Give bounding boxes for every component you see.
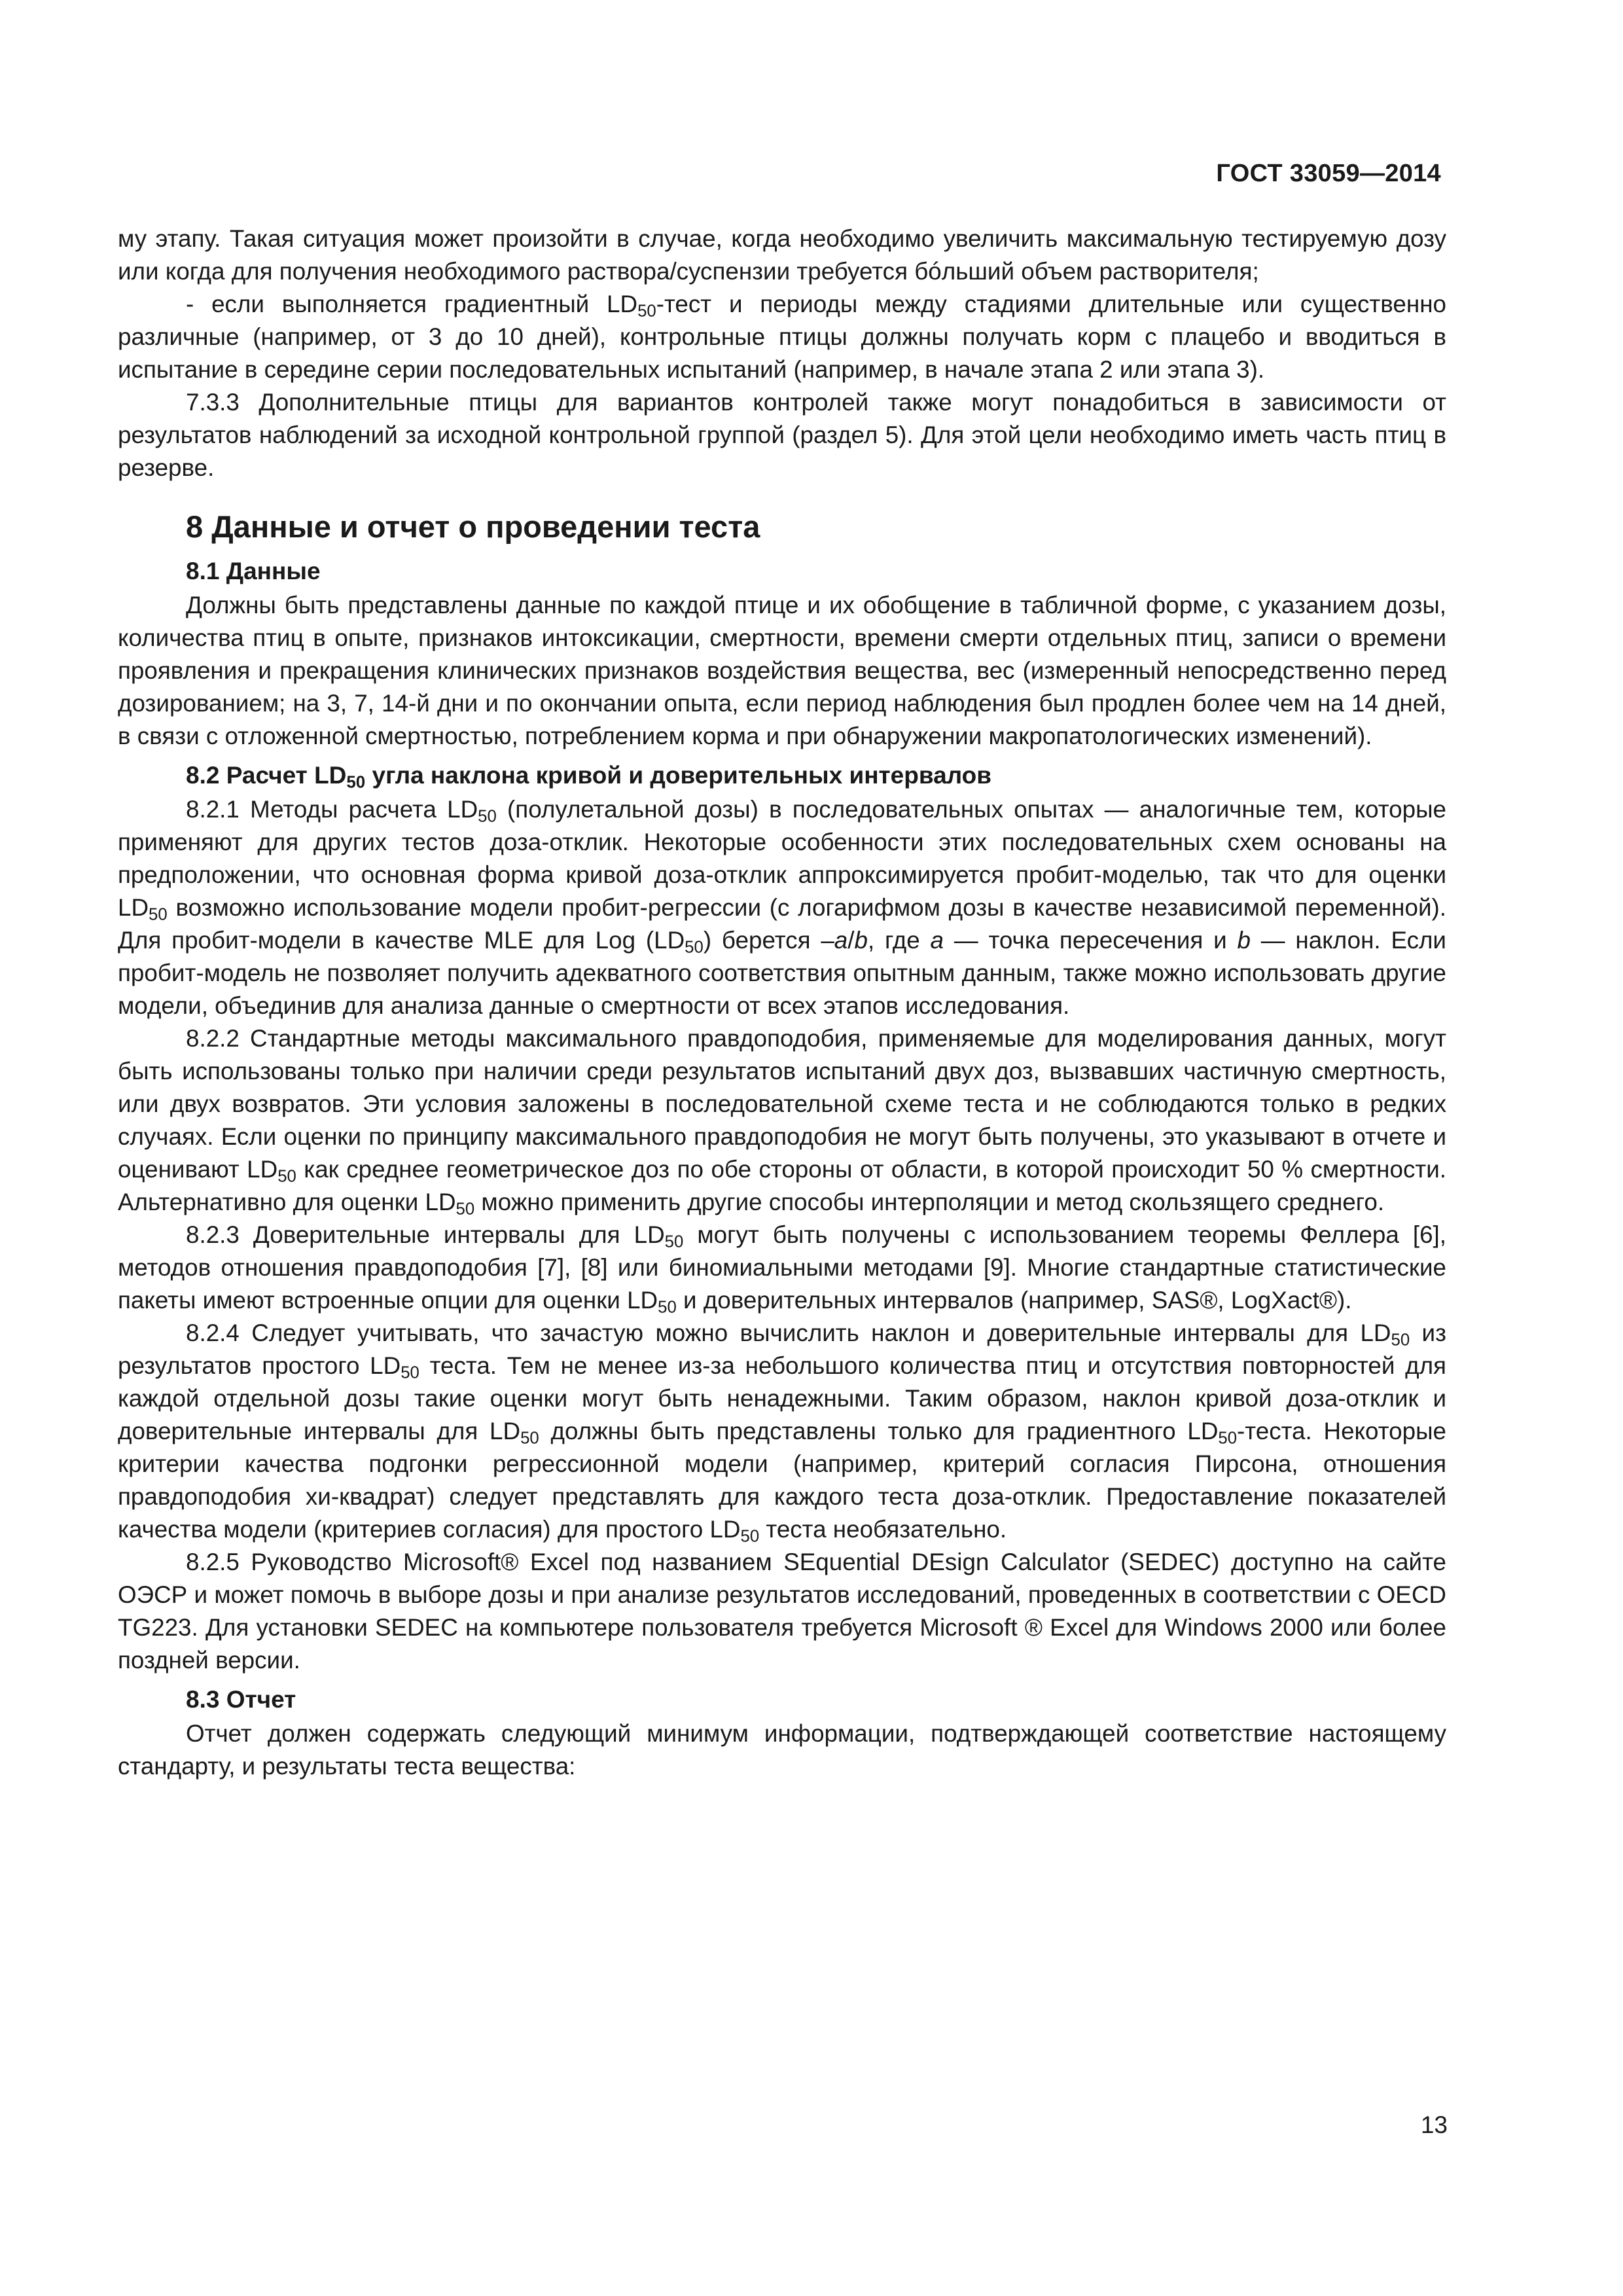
subsection-8-2-heading: 8.2 Расчет $LD_{50}$ угла наклона кривой и доверительных интервалов — [186, 762, 992, 792]
page-number: 13 — [1420, 2111, 1448, 2138]
paragraph-8-2-1: 8.2.1 Методы расчета $LD_{50}$ (полулетальной дозы) в последовательных опытах — аналогичные тем, которые применяют для других тестов доза-отклик. Некоторые особенности этих последовательных схем основаны на предположении, что основная форма кривой доза-отклик аппроксимируется пробит-моделью, так что для оценки $LD_{50}$ возможно использование модели пробит-регрессии (с логарифмом дозы в качестве независимой переменной). Для пробит-модели в качестве MLE для Log $(LD_{50})$ берется –a/b, где a — точка пересечения и b — наклон. Если пробит-модель не позволяет получить адекватного соответствия опытным данным, также можно использовать другие модели, объединив для анализа данные о смертности от всех этапов исследования. — [118, 796, 1447, 1019]
page-body — [118, 223, 1446, 1783]
section-8-heading: 8 Данные и отчет о проведении теста — [186, 509, 760, 544]
paragraph-8-2-4: 8.2.4 Следует учитывать, что зачастую можно вычислить наклон и доверительные интервалы для $LD_{50}$ из результатов простого $LD_{50}$ теста. Тем не менее из-за небольшого количества птиц и отсутствия повторностей для каждой отдельной дозы такие оценки могут быть ненадежными. Таким образом, наклон кривой доза-отклик и доверительные интервалы для $LD_{50}$ должны быть представлены только для градиентного $LD_{50}$-теста. Некоторые критерии качества подгонки регрессионной модели (например, критерий согласия Пирсона, отношения правдоподобия хи-квадрат) следует представлять для каждого теста доза-отклик. Предоставление показателей качества модели (критериев согласия) для простого $LD_{50}$ теста необязательно. — [118, 1319, 1446, 1546]
paragraph-8-2-3: 8.2.3 Доверительные интервалы для $LD_{50}$ могут быть получены с использованием теоремы Феллера [6], методов отношения правдоподобия [7], [8] или биномиальными методами [9]. Многие стандартные статистические пакеты имеют встроенные опции для оценки $LD_{50}$ и доверительных интервалов (например, SAS®, LogXact®). — [118, 1221, 1446, 1317]
paragraph-8-2-5: 8.2.5 Руководство Microsoft® Excel под названием SEquential DEsign Calculator (SEDEC) доступно на сайте ОЭСР и может помочь в выборе дозы и при анализе результатов исследований, проведенных в соответствии с OECD TG223. Для установки SEDEC на компьютере пользователя требуется Microsoft ® Excel для Windows 2000 или более поздней версии. — [118, 1549, 1446, 1674]
paragraph-continuation: му этапу. Такая ситуация может произойти в случае, когда необходимо увеличить максимальную тестируемую дозу или когда для получения необходимого раствора/суспензии требуется бóльший объем растворителя; — [118, 225, 1446, 285]
paragraph-8-2-2: 8.2.2 Стандартные методы максимального правдоподобия, применяемые для моделирования данных, могут быть использованы только при наличии среди результатов испытаний двух доз, вызвавших частичную смертность, или двух возвратов. Эти условия заложены в последовательной схеме теста и не соблюдаются только в редких случаях. Если оценки по принципу максимального правдоподобия не могут быть получены, это указывают в отчете и оценивают $LD_{50}$ как среднее геометрическое доз по обе стороны от области, в которой происходит 50 % смертности. Альтернативно для оценки $LD_{50}$ можно применить другие способы интерполяции и метод скользящего среднего. — [118, 1025, 1446, 1219]
paragraph-8-1: Должны быть представлены данные по каждой птице и их обобщение в табличной форме, с указанием дозы, количества птиц в опыте, признаков интоксикации, смертности, времени смерти отдельных птиц, записи о времени проявления и прекращения клинических признаков воздействия вещества, вес (измеренный непосредственно перед дозированием; на 3, 7, 14-й дни и по окончании опыта, если период наблюдения был продлен более чем на 14 дней, в связи с отложенной смертностью, потреблением корма и при обнаружении макропатологических изменений). — [118, 592, 1446, 749]
subsection-8-3-heading: 8.3 Отчет — [186, 1686, 296, 1713]
paragraph-gradient-test: - если выполняется градиентный $LD_{50}$-тест и периоды между стадиями длительные или существенно различные (например, от 3 до 10 дней), контрольные птицы должны получать корм с плацебо и вводиться в испытание в середине серии последовательных испытаний (например, в начале этапа 2 или этапа 3). — [118, 291, 1446, 383]
document-code: ГОСТ 33059—2014 — [1216, 160, 1441, 187]
paragraph-8-3: Отчет должен содержать следующий минимум информации, подтверждающей соответствие настоящему стандарту, и результаты теста вещества: — [118, 1720, 1446, 1780]
subsection-8-1-heading: 8.1 Данные — [186, 558, 321, 584]
paragraph-7-3-3: 7.3.3 Дополнительные птицы для вариантов контролей также могут понадобиться в зависимости от результатов наблюдений за исходной контрольной группой (раздел 5). Для этой цели необходимо иметь часть птиц в резерве. — [118, 389, 1446, 481]
